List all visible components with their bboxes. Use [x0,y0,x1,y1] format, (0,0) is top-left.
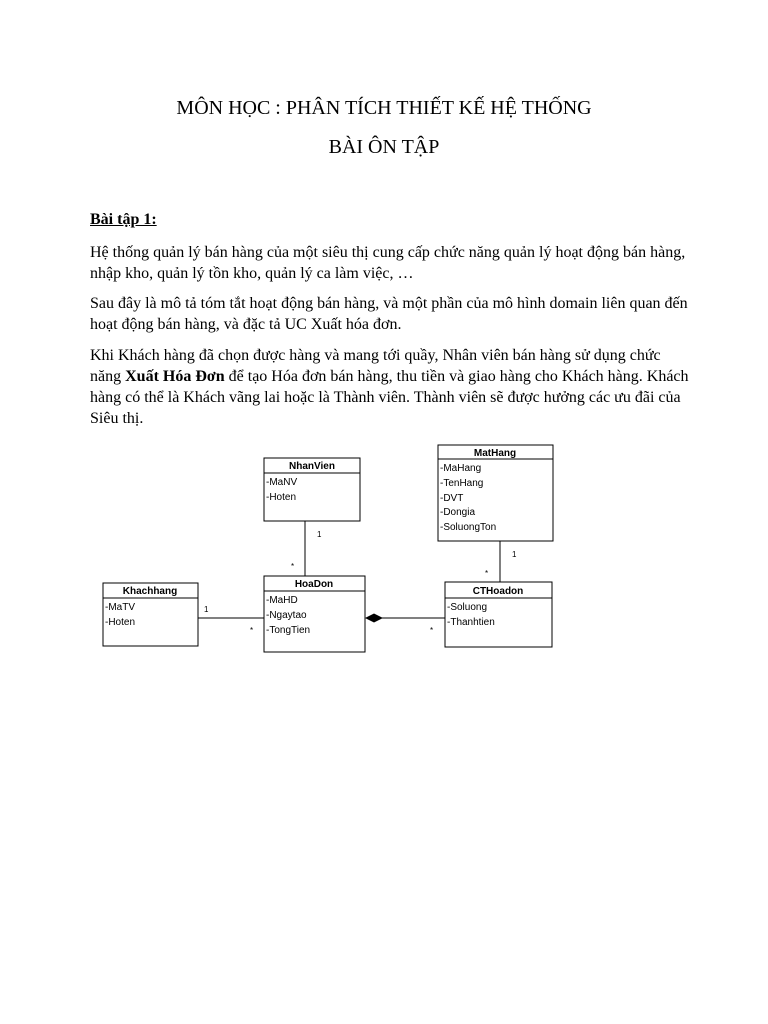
attribute: -Hoten [105,617,136,628]
attribute: -Soluong [447,602,488,613]
mult-mathang: 1 [512,550,517,559]
attribute: -MaHD [266,595,298,606]
class-khachhang [103,583,198,646]
class-name: CTHoadon [472,586,524,597]
class-name: HoaDon [294,579,334,590]
attribute: -SoluongTon [440,522,497,533]
class-nhanvien [264,458,360,521]
course-title: MÔN HỌC : PHÂN TÍCH THIẾT KẾ HỆ THỐNG [176,97,592,119]
attribute: -Ngaytao [266,610,307,621]
class-name: NhanVien [289,461,335,472]
attribute: -TongTien [266,625,311,636]
class-cthoadon [445,582,552,647]
attribute: -TenHang [440,478,484,489]
attribute: -Hoten [266,492,297,503]
class-name: MatHang [473,448,517,459]
class-mathang [438,445,553,541]
attribute: -Dongia [440,507,476,518]
composition-diamond-icon [365,614,383,623]
class-hoadon [264,576,365,652]
paragraph-summary: Sau đây là mô tả tóm tắt hoạt động bán hàng, và một phần của mô hình domain liên quan đến hoạt động bán hàng, và đặc tả UC Xuất hóa đơn. [90,295,688,333]
attribute: -MaHang [440,463,482,474]
scenario-text-end: để tạo Hóa đơn bán hàng, thu tiền và giao hàng cho Khách hàng. Khách hàng có thể là Khách vãng lai hoặc là Thành viên. Thành viên sẽ được hưởng các ưu đãi của Siêu thị. [90,368,689,427]
attribute: -DVT [440,493,464,504]
attribute: -MaNV [266,477,298,488]
class-name: Khachhang [122,586,178,597]
mult-cthoadon-hd: * [430,626,434,635]
scenario-text-start: Khi Khách hàng đã chọn được hàng và mang tới quầy, Nhân viên bán hàng sử dụng chức năng [90,347,661,385]
mult-hoadon-kh: * [250,626,254,635]
mult-nhanvien: 1 [317,530,322,539]
mult-cthoadon-mh: * [485,569,489,578]
mult-khachhang: 1 [204,605,209,614]
review-title: BÀI ÔN TẬP [328,136,440,158]
exercise-heading: Bài tập 1: [90,211,157,228]
attribute: -Thanhtien [447,617,495,628]
scenario-usecase-name: Xuất Hóa Đơn [125,368,225,385]
mult-hoadon-nv: * [291,562,295,571]
paragraph-intro: Hệ thống quản lý bán hàng của một siêu thị cung cấp chức năng quản lý hoạt động bán hàng, nhập kho, quản lý tồn kho, quản lý ca làm việc, … [90,244,686,282]
attribute: -MaTV [105,602,135,613]
